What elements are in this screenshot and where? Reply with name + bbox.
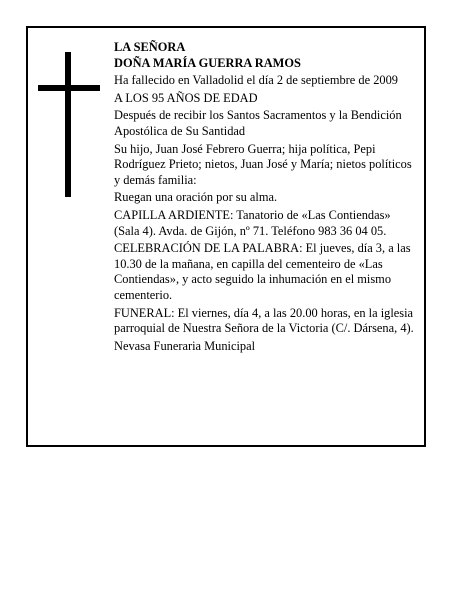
age-line: A LOS 95 AÑOS DE EDAD [114,90,258,105]
cross-vertical-bar [65,52,71,197]
cross-icon [38,52,100,197]
celebration-info: CELEBRACIÓN DE LA PALABRA: El jueves, día 3, a las 10.30 de la mañana, en capilla del cementeiro de «Las Contiendas», y acto seguido la inhumación en el mismo cementerio. [114,241,411,302]
funeral-info: FUNERAL: El viernes, día 4, a las 20.00 horas, en la iglesia parroquial de Nuestra Señora de la Victoria (C/. Dársena, 4). [114,305,414,336]
sacraments-line: Después de recibir los Santos Sacramentos y la Bendición Apostólica de Su Santidad [114,108,402,138]
death-info: Ha fallecido en Valladolid el día 2 de septiembre de 2009 [114,73,398,88]
funeral-home: Nevasa Funeraria Municipal [114,338,256,353]
prayer-request: Ruegan una oración por su alma. [114,190,278,205]
deceased-name: DOÑA MARÍA GUERRA RAMOS [114,55,301,70]
notice-title-line1: LA SEÑORA [114,40,186,54]
notice-body [114,40,418,356]
family-line: Su hijo, Juan José Febrero Guerra; hija política, Pepi Rodríguez Prieto; nietos, Juan José y María; nietos políticos y demás familia: [114,141,412,187]
chapel-info: CAPILLA ARDIENTE: Tanatorio de «Las Contiendas» (Sala 4). Avda. de Gijón, nº 71. Teléfono 983 36 04 05. [114,207,391,238]
cross-horizontal-bar [38,85,100,91]
